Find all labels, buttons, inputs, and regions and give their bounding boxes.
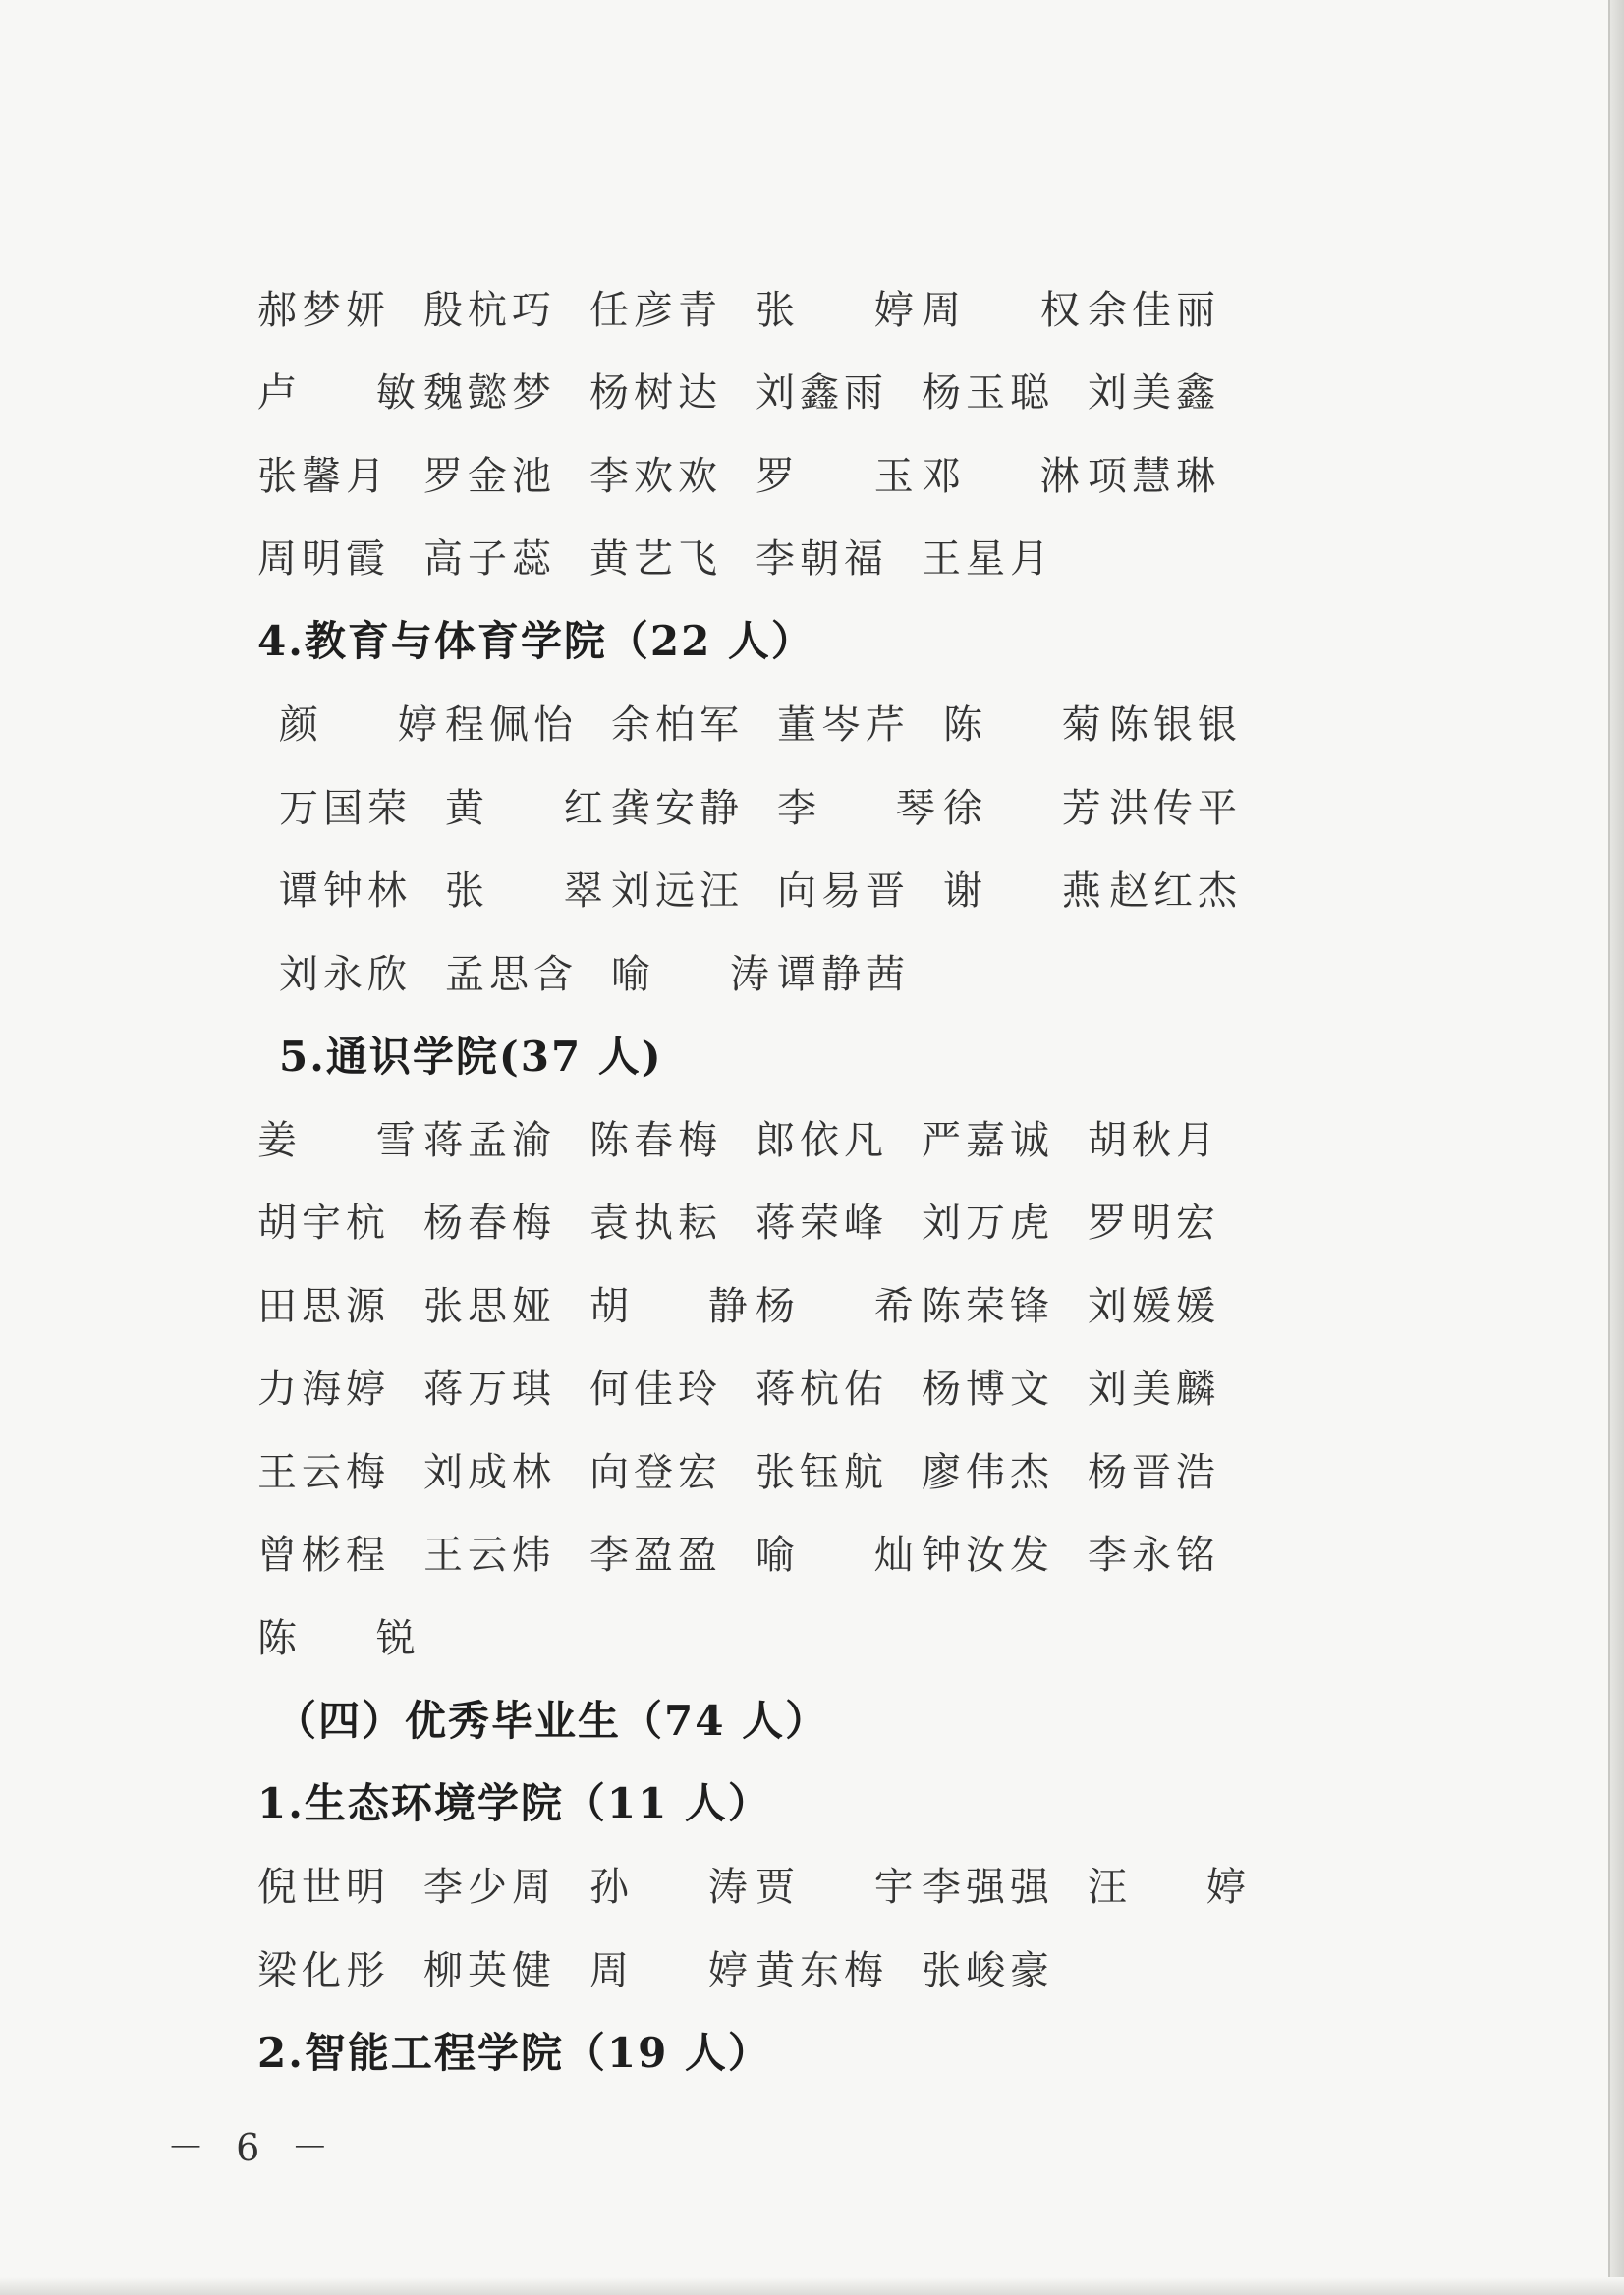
name-row (257, 515, 1240, 598)
person-name: 黄东梅 (756, 1947, 888, 1993)
person-name: 梁化彤 (257, 1947, 390, 1993)
person-name: 胡 静 (589, 1283, 781, 1329)
name-row (257, 265, 1240, 349)
name-row (257, 1843, 1279, 1927)
name-row (257, 929, 1240, 1013)
person-name: 张思娅 (423, 1283, 556, 1329)
section-name-list (257, 1095, 1240, 1677)
person-name: 谭钟林 (279, 868, 412, 915)
category-heading: （四）优秀毕业生（74 人） (275, 1696, 829, 1745)
person-name: 李盈盈 (589, 1533, 722, 1579)
name-row (257, 1427, 1240, 1511)
section-heading: 5.通识学院(37 人) (279, 1032, 663, 1081)
person-name: 王星月 (922, 536, 1054, 583)
person-name: 谭静茜 (777, 951, 910, 997)
person-name: 杨晋浩 (1088, 1449, 1220, 1495)
name-row (257, 1926, 1240, 2009)
person-name: 杨春梅 (423, 1201, 556, 1247)
person-name: 郎依凡 (756, 1117, 888, 1163)
person-name: 洪传平 (1109, 785, 1242, 831)
person-name: 倪世明 (257, 1865, 390, 1911)
person-name: 袁执耘 (589, 1201, 722, 1247)
person-name: 李少周 (423, 1865, 556, 1911)
person-name: 刘远汪 (611, 868, 744, 915)
person-name: 王云炜 (423, 1533, 556, 1579)
person-name: 魏懿梦 (423, 370, 556, 417)
person-name: 陈春梅 (589, 1117, 722, 1163)
name-row (257, 847, 1240, 930)
person-name: 周 婷 (589, 1947, 781, 1993)
person-name: 李永铭 (1088, 1533, 1220, 1579)
person-name: 贾 宇 (756, 1865, 947, 1911)
person-name: 何佳玲 (589, 1367, 722, 1413)
person-name: 董岑芹 (777, 702, 910, 749)
person-name: 钟汝发 (922, 1533, 1054, 1579)
page-bottom-edge (0, 2277, 1624, 2295)
person-name: 王云梅 (257, 1449, 390, 1495)
person-name: 郝梦妍 (257, 287, 390, 333)
person-name: 余佳丽 (1088, 287, 1220, 333)
person-name: 李 琴 (777, 785, 969, 831)
person-name: 张 翠 (445, 868, 637, 915)
person-name: 张馨月 (257, 453, 390, 499)
person-name: 程佩怡 (445, 702, 578, 749)
person-name: 胡宇杭 (257, 1201, 390, 1247)
person-name: 向登宏 (589, 1449, 722, 1495)
person-name: 任彦青 (589, 287, 722, 333)
person-name: 陈荣锋 (922, 1283, 1054, 1329)
person-name: 杨玉聪 (922, 370, 1054, 417)
name-row (257, 431, 1240, 515)
person-name: 汪 婷 (1088, 1865, 1279, 1911)
person-name: 陈 锐 (257, 1615, 449, 1661)
person-name: 向易晋 (777, 868, 910, 915)
name-row (257, 1261, 1240, 1345)
section-name-list (257, 681, 1240, 1013)
person-name: 曾彬程 (257, 1533, 390, 1579)
continued-name-list (257, 265, 1240, 597)
person-name: 邓 淋 (922, 453, 1113, 499)
name-row (257, 763, 1240, 847)
person-name: 陈 菊 (943, 702, 1135, 749)
person-name: 孙 涛 (589, 1865, 781, 1911)
person-name: 田思源 (257, 1283, 390, 1329)
page-number: － 6 － (167, 2126, 339, 2169)
person-name: 刘成林 (423, 1449, 556, 1495)
person-name: 李强强 (922, 1865, 1054, 1911)
person-name: 徐 芳 (943, 785, 1135, 831)
person-name: 张峻豪 (922, 1947, 1054, 1993)
person-name: 万国荣 (279, 785, 412, 831)
person-name: 严嘉诚 (922, 1117, 1054, 1163)
section-heading: 4.教育与体育学院（22 人） (257, 617, 814, 666)
person-name: 刘媛媛 (1088, 1283, 1220, 1329)
person-name: 罗金池 (423, 453, 556, 499)
person-name: 张钰航 (756, 1449, 888, 1495)
person-name: 周明霞 (257, 536, 390, 583)
person-name: 杨树达 (589, 370, 722, 417)
section-heading: 1.生态环境学院（11 人） (257, 1779, 771, 1828)
section-heading: 2.智能工程学院（19 人） (257, 2028, 771, 2077)
person-name: 刘万虎 (922, 1201, 1054, 1247)
person-name: 李朝福 (756, 536, 888, 583)
person-name: 卢 敏 (257, 370, 449, 417)
person-name: 刘美鑫 (1088, 370, 1220, 417)
person-name: 陈银银 (1109, 702, 1242, 749)
name-row (257, 1179, 1240, 1262)
person-name: 周 权 (922, 287, 1113, 333)
person-name: 喻 涛 (611, 951, 803, 997)
person-name: 罗 玉 (756, 453, 947, 499)
person-name: 黄 红 (445, 785, 637, 831)
person-name: 罗明宏 (1088, 1201, 1220, 1247)
person-name: 李欢欢 (589, 453, 722, 499)
person-name: 项慧琳 (1088, 453, 1220, 499)
person-name: 黄艺飞 (589, 536, 722, 583)
name-row (257, 1095, 1240, 1179)
document-body (257, 265, 1279, 2092)
person-name: 赵红杰 (1109, 868, 1242, 915)
person-name: 杨 希 (756, 1283, 947, 1329)
person-name: 谢 燕 (943, 868, 1135, 915)
name-row (257, 1345, 1240, 1428)
person-name: 蒋荣峰 (756, 1201, 888, 1247)
section-name-list (257, 1843, 1279, 2009)
name-row (257, 1511, 1240, 1595)
person-name: 余柏军 (611, 702, 744, 749)
person-name: 胡秋月 (1088, 1117, 1220, 1163)
page-right-edge (1608, 0, 1624, 2295)
person-name: 蒋孟渝 (423, 1117, 556, 1163)
person-name: 张 婷 (756, 287, 947, 333)
person-name: 蒋万琪 (423, 1367, 556, 1413)
person-name: 高子蕊 (423, 536, 556, 583)
person-name: 喻 灿 (756, 1533, 947, 1579)
person-name: 杨博文 (922, 1367, 1054, 1413)
person-name: 刘美麟 (1088, 1367, 1220, 1413)
person-name: 柳英健 (423, 1947, 556, 1993)
person-name: 龚安静 (611, 785, 744, 831)
person-name: 蒋杭佑 (756, 1367, 888, 1413)
person-name: 力海婷 (257, 1367, 390, 1413)
person-name: 孟思含 (445, 951, 578, 997)
person-name: 姜 雪 (257, 1117, 449, 1163)
person-name: 颜 婷 (279, 702, 471, 749)
person-name: 刘鑫雨 (756, 370, 888, 417)
name-row (257, 681, 1240, 764)
name-row (257, 1594, 1240, 1677)
person-name: 殷杭巧 (423, 287, 556, 333)
person-name: 廖伟杰 (922, 1449, 1054, 1495)
person-name: 刘永欣 (279, 951, 412, 997)
name-row (257, 349, 1240, 432)
